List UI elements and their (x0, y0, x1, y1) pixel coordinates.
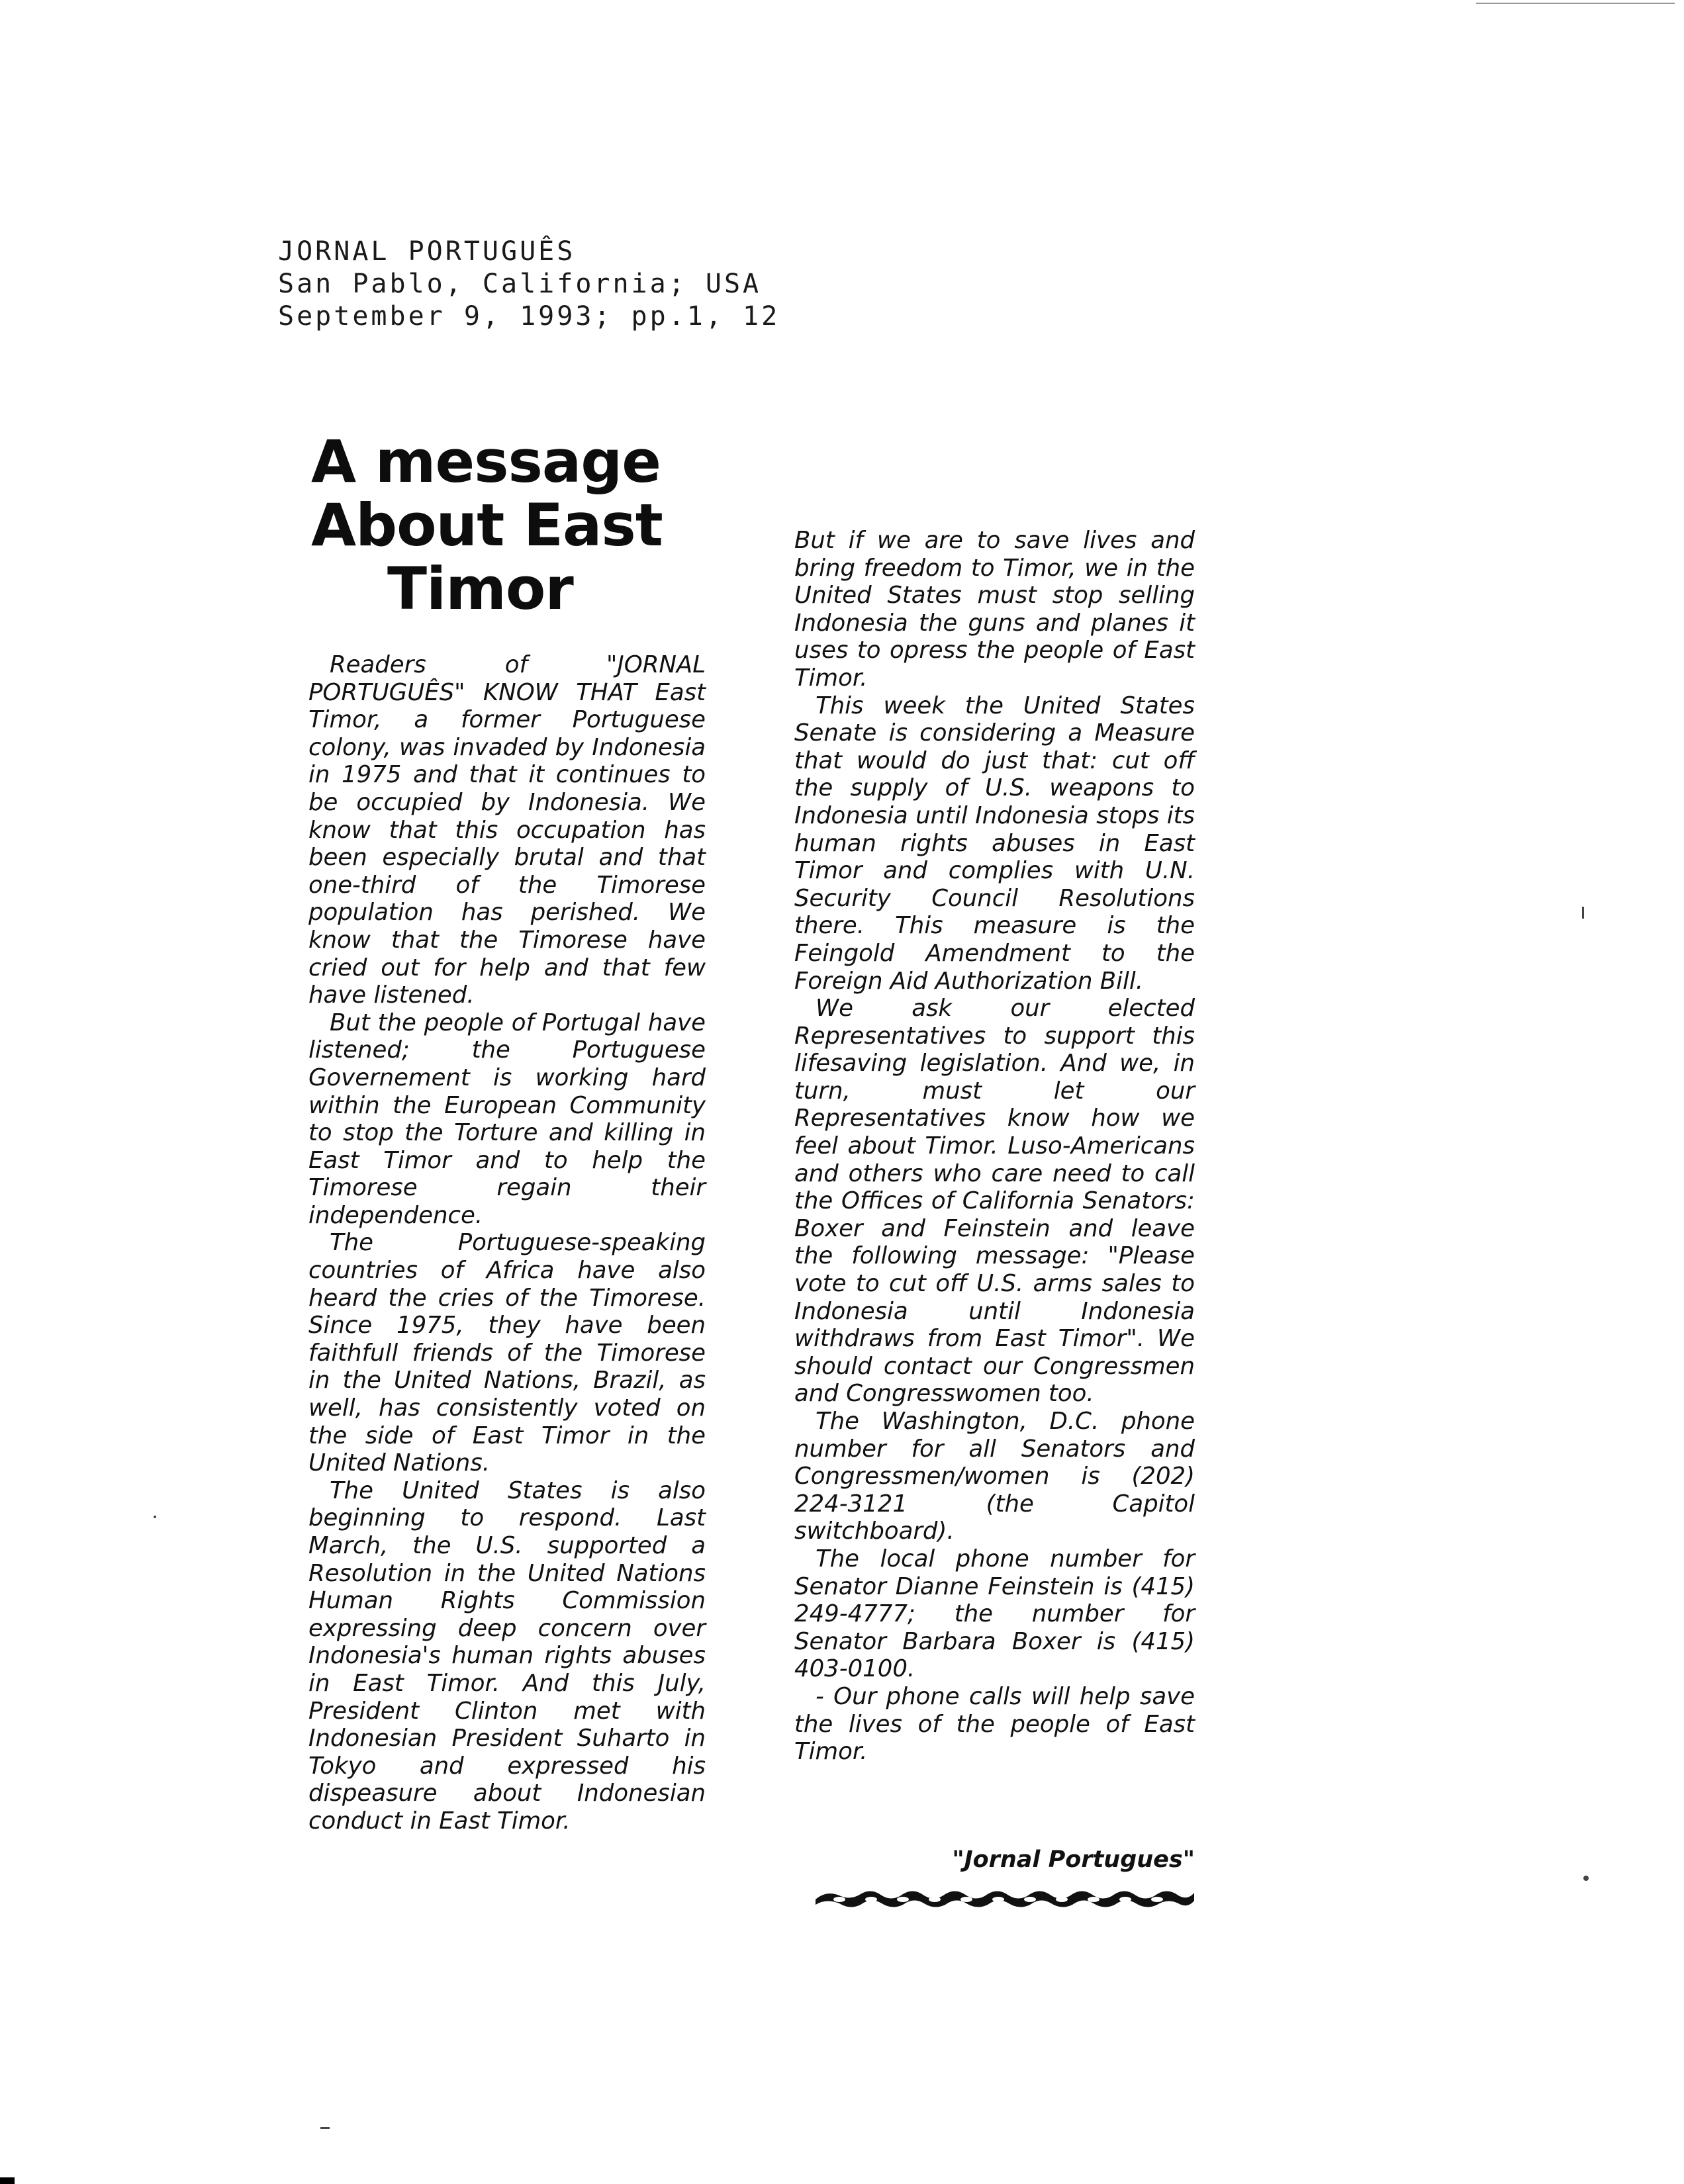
article-paragraph: But the people of Portugal have listened; the Portuguese Governement is working hard within the European Community to stop the Torture and killing in East Timor and to help the Timorese regain their independence. (308, 1009, 706, 1229)
scan-edge-line (1476, 3, 1675, 4)
decorative-rope-divider (813, 1885, 1197, 1911)
publication-date-pages: September 9, 1993; pp.1, 12 (278, 301, 780, 332)
article-headline (311, 430, 682, 621)
publication-name: JORNAL PORTUGUÊS (278, 236, 576, 267)
headline-line-2: About East (311, 491, 663, 559)
article-column-right (794, 527, 1195, 1766)
article-paragraph: This week the United States Senate is considering a Measure that would do just that: cut off the supply of U.S. weapons to Indonesia until Indonesia stops its human rights abuses in East Timor and complies with U.N. Security Council Resolutions there. This measure is the Feingold Amendment to the Foreign Aid Authorization Bill. (794, 692, 1195, 995)
article-paragraph: But if we are to save lives and bring freedom to Timor, we in the United States must stop selling Indonesia the guns and planes it uses to opress the people of East Timor. (794, 527, 1195, 692)
scan-speck (1583, 1876, 1589, 1881)
scan-speck (1582, 907, 1584, 919)
article-paragraph: The Washington, D.C. phone number for all Senators and Congressmen/women is (202) 224-3121 (the Capitol switchboard). (794, 1408, 1195, 1545)
scan-speck (320, 2127, 330, 2129)
scan-speck (154, 1516, 156, 1518)
scan-speck (0, 2177, 15, 2184)
publication-location: San Pablo, California; USA (278, 269, 762, 299)
headline-line-1: A message (311, 428, 661, 496)
article-paragraph: - Our phone calls will help save the lives of the people of East Timor. (794, 1682, 1195, 1766)
article-paragraph: The United States is also beginning to respond. Last March, the U.S. supported a Resolution in the United Nations Human Rights Commission expressing deep concern over Indonesia's human rights abuses in East Timor. And this July, President Clinton met with Indonesian President Suharto in Tokyo and expressed his dispeasure about Indonesian conduct in East Timor. (308, 1477, 706, 1835)
article-paragraph: The Portuguese-speaking countries of Africa have also heard the cries of the Timorese. Since 1975, they have been faithfull friends of the Timorese in the United Nations, Brazil, as well, has consistently voted on the side of East Timor in the United Nations. (308, 1229, 706, 1477)
article-paragraph: The local phone number for Senator Dianne Feinstein is (415) 249-4777; the number for Senator Barbara Boxer is (415) 403-0100. (794, 1545, 1195, 1683)
source-citation (278, 236, 780, 333)
article-signature: "Jornal Portugues" (952, 1846, 1195, 1873)
headline-line-3: Timor (387, 555, 573, 623)
article-column-left (308, 651, 706, 1835)
article-paragraph: Readers of "JORNAL PORTUGUÊS" KNOW THAT East Timor, a former Portuguese colony, was invaded by Indonesia in 1975 and that it continues to be occupied by Indonesia. We know that this occupation has been especially brutal and that one-third of the Timorese population has perished. We know that the Timorese have cried out for help and that few have listened. (308, 651, 706, 1009)
article-paragraph: We ask our elected Representatives to support this lifesaving legislation. And we, in turn, must let our Representatives know how we feel about Timor. Luso-Americans and others who care need to call the Offices of California Senators: Boxer and Feinstein and leave the following message: "Please vote to cut off U.S. arms sales to Indonesia until Indonesia withdraws from East Timor". We should contact our Congressmen and Congresswomen too. (794, 995, 1195, 1408)
